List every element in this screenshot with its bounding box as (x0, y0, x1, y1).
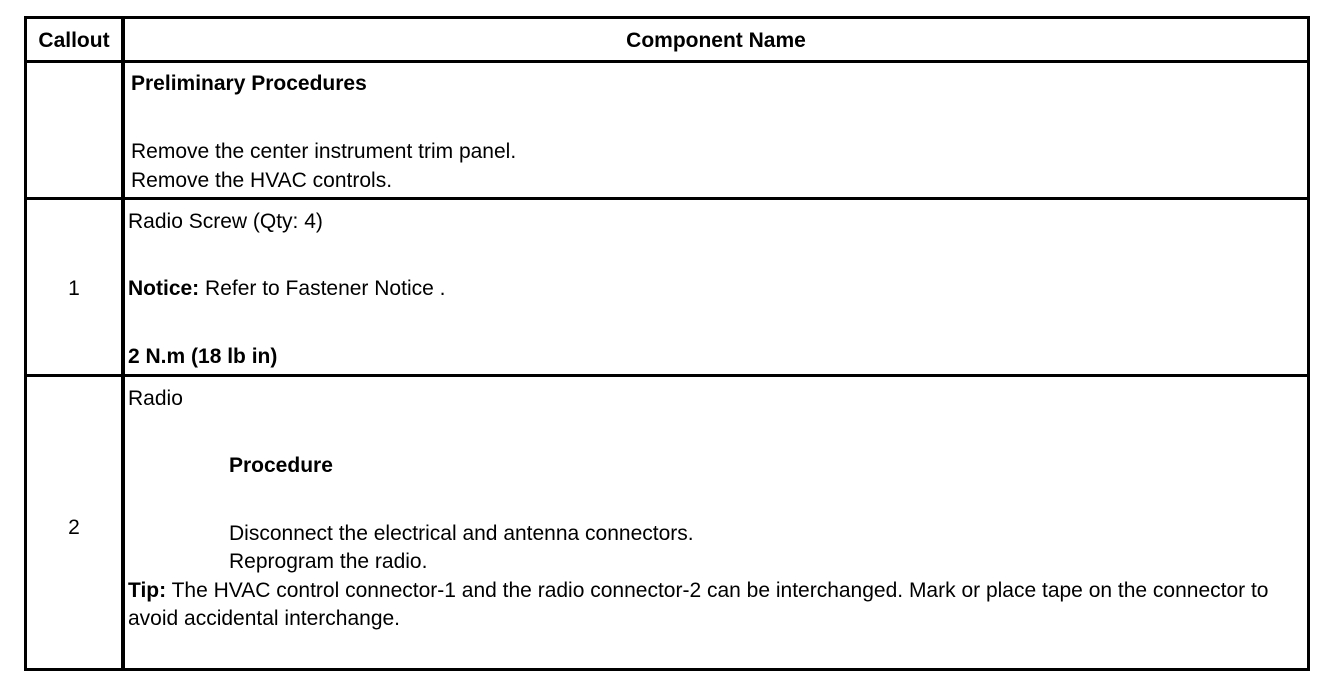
tip-body: The HVAC control connector-1 and the radio connector-2 can be interchanged. Mark or place tape on the connector to avoid accidental interchange. (128, 579, 1269, 630)
row-callout: 2 (68, 516, 80, 539)
procedure-step: Disconnect the electrical and antenna connectors. (229, 522, 694, 545)
component-table (24, 16, 1310, 671)
notice-label: Notice: (128, 277, 200, 300)
row-callout: 1 (68, 277, 80, 300)
header-callout: Callout (38, 29, 110, 52)
torque-spec: 2 N.m (18 lb in) (128, 345, 278, 368)
header-component-name: Component Name (626, 29, 806, 52)
preliminary-heading: Preliminary Procedures (131, 72, 367, 95)
component-name: Radio (128, 387, 183, 410)
row-divider (27, 197, 1307, 200)
tip-label: Tip: (128, 579, 167, 602)
preliminary-step: Remove the center instrument trim panel. (131, 140, 517, 163)
tip-text (128, 577, 1306, 633)
component-name: Radio Screw (Qty: 4) (128, 210, 323, 233)
preliminary-step: Remove the HVAC controls. (131, 169, 393, 192)
column-divider (121, 19, 125, 668)
notice-text: Refer to Fastener Notice . (199, 277, 446, 300)
procedure-step: Reprogram the radio. (229, 550, 428, 573)
row-divider (27, 374, 1307, 377)
header-divider (27, 60, 1307, 63)
notice-line (128, 277, 445, 301)
procedure-heading: Procedure (229, 454, 333, 477)
